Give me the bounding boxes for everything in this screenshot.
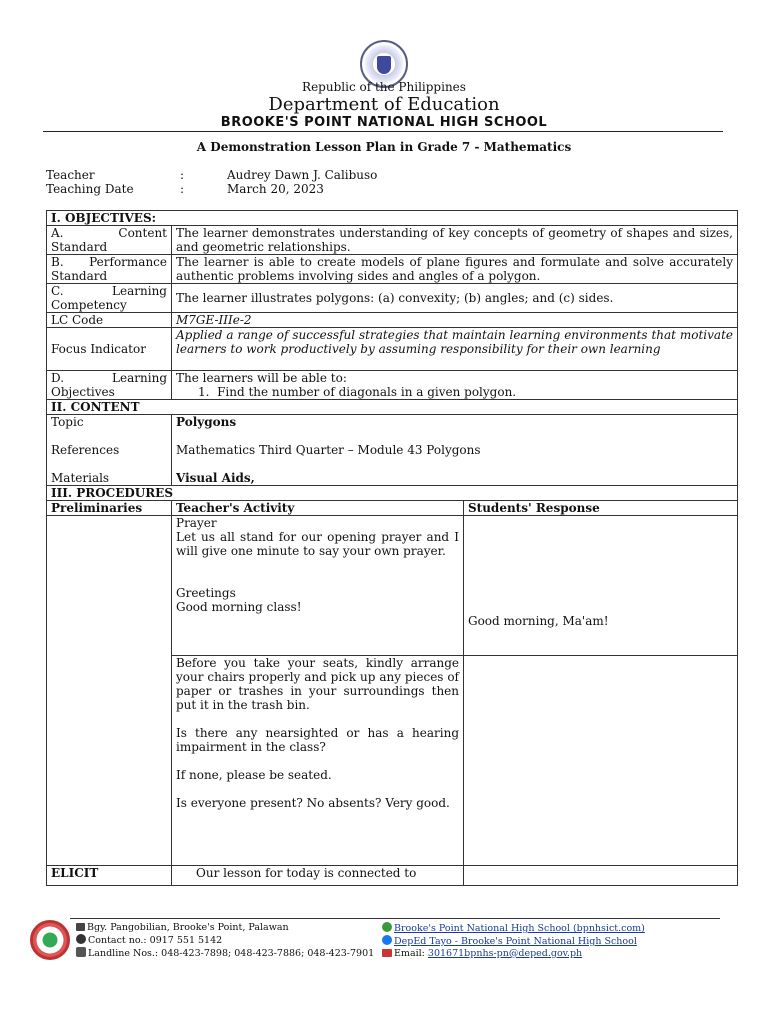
learning-competency-text: The learner illustrates polygons: (a) convexity; (b) angles; and (c) sides. <box>172 284 738 313</box>
footer-email-row <box>382 948 722 960</box>
references-label: References <box>51 443 120 457</box>
teacher-name: Audrey Dawn J. Calibuso <box>227 168 378 182</box>
footer-landline-row <box>76 947 376 960</box>
topic-label: Topic <box>51 415 84 429</box>
school-name: BROOKE'S POINT NATIONAL HIGH SCHOOL <box>220 115 548 130</box>
footer-facebook-link[interactable]: DepEd Tayo - Brooke's Point National High School <box>394 936 637 947</box>
facebook-icon <box>382 935 392 945</box>
home-icon <box>76 923 85 931</box>
learning-objectives-intro: The learners will be able to: <box>176 371 347 385</box>
classroom-routine-cell <box>172 656 464 866</box>
teaching-date-colon: : <box>180 182 185 196</box>
prayer-title: Prayer <box>176 516 217 530</box>
lesson-plan-table <box>46 210 738 886</box>
school-seal <box>30 920 70 960</box>
topic-value: Polygons <box>176 415 237 429</box>
preliminaries-header: Preliminaries <box>47 501 172 516</box>
footer-email-link[interactable]: 301671bpnhs-pn@deped.gov.ph <box>427 948 583 959</box>
footer-email-label: Email: <box>394 948 425 959</box>
objectives-heading: I. OBJECTIVES: <box>47 211 738 226</box>
footer-left <box>76 922 376 960</box>
phone-icon <box>76 934 86 944</box>
footer-divider <box>70 918 720 919</box>
globe-icon <box>382 922 392 932</box>
content-heading: II. CONTENT <box>47 400 738 415</box>
procedures-heading: III. PROCEDURES <box>47 486 738 501</box>
greetings-title: Greetings <box>176 586 236 600</box>
footer-contact-row <box>76 934 376 947</box>
lesson-plan-title: A Demonstration Lesson Plan in Grade 7 - Mathematics <box>196 140 572 154</box>
greetings-text: Good morning class! <box>176 600 302 614</box>
footer-right <box>382 922 722 960</box>
telephone-icon <box>76 947 86 957</box>
content-labels-cell <box>47 415 172 486</box>
nearsighted-text: Is there any nearsighted or has a hearing impairment in the class? <box>176 726 459 754</box>
preliminaries-cell <box>47 516 172 866</box>
performance-standard-label: B. Performance Standard <box>47 255 172 284</box>
materials-label: Materials <box>51 471 110 485</box>
teachers-activity-header: Teacher's Activity <box>172 501 464 516</box>
footer-website-row <box>382 922 722 935</box>
footer-address: Bgy. Pangobilian, Brooke's Point, Palawan <box>87 922 289 933</box>
teaching-date-label: Teaching Date <box>46 182 134 196</box>
content-standard-label: A. Content Standard <box>47 226 172 255</box>
greetings-response: Good morning, Ma'am! <box>468 614 609 628</box>
footer-facebook-row <box>382 935 722 948</box>
mail-icon <box>382 949 392 957</box>
focus-indicator-label: Focus Indicator <box>47 328 172 371</box>
republic-label: Republic of the Philippines <box>302 80 466 94</box>
elicit-text: Our lesson for today is connected to <box>172 866 464 886</box>
teacher-label: Teacher <box>46 168 95 182</box>
attendance-text: Is everyone present? No absents? Very good. <box>176 796 450 810</box>
footer-website-link[interactable]: Brooke's Point National High School (bpnhsict.com) <box>394 923 645 934</box>
lc-code-label: LC Code <box>47 313 172 328</box>
teaching-date-value: March 20, 2023 <box>227 182 324 196</box>
content-values-cell <box>172 415 738 486</box>
arrange-chairs-text: Before you take your seats, kindly arrange your chairs properly and pick up any pieces of paper or trashes in your surroundings then put it in the trash bin. <box>176 656 459 712</box>
department-title: Department of Education <box>268 94 500 115</box>
materials-value: Visual Aids, <box>176 471 255 485</box>
routine-response-cell <box>464 656 738 866</box>
performance-standard-text: The learner is able to create models of plane figures and formulate and solve accurately authentic problems involving sides and angles of a polygon. <box>172 255 738 284</box>
be-seated-text: If none, please be seated. <box>176 768 332 782</box>
content-standard-text: The learner demonstrates understanding of key concepts of geometry of shapes and sizes, and geometric relationships. <box>172 226 738 255</box>
learning-objectives-label: D. Learning Objectives <box>47 371 172 400</box>
greetings-response-cell <box>464 516 738 656</box>
elicit-response-cell <box>464 866 738 886</box>
lc-code-value: M7GE-IIIe-2 <box>172 313 738 328</box>
prayer-greetings-cell <box>172 516 464 656</box>
students-response-header: Students' Response <box>464 501 738 516</box>
footer-contact: Contact no.: 0917 551 5142 <box>88 935 223 946</box>
prayer-text: Let us all stand for our opening prayer and I will give one minute to say your own prayer. <box>176 530 459 558</box>
focus-indicator-text: Applied a range of successful strategies that maintain learning environments that motivate learners to work productively by assuming responsibility for their own learning <box>172 328 738 371</box>
teacher-colon: : <box>180 168 185 182</box>
references-value: Mathematics Third Quarter – Module 43 Polygons <box>176 443 481 457</box>
footer-address-row <box>76 922 376 934</box>
learning-objectives-cell <box>172 371 738 400</box>
elicit-label: ELICIT <box>47 866 172 886</box>
learning-competency-label: C. Learning Competency <box>47 284 172 313</box>
footer-landline: Landline Nos.: 048-423-7898; 048-423-7886; 048-423-7901 <box>88 948 375 959</box>
learning-objective-item: 1. Find the number of diagonals in a given polygon. <box>198 385 517 399</box>
header-divider <box>43 131 723 132</box>
